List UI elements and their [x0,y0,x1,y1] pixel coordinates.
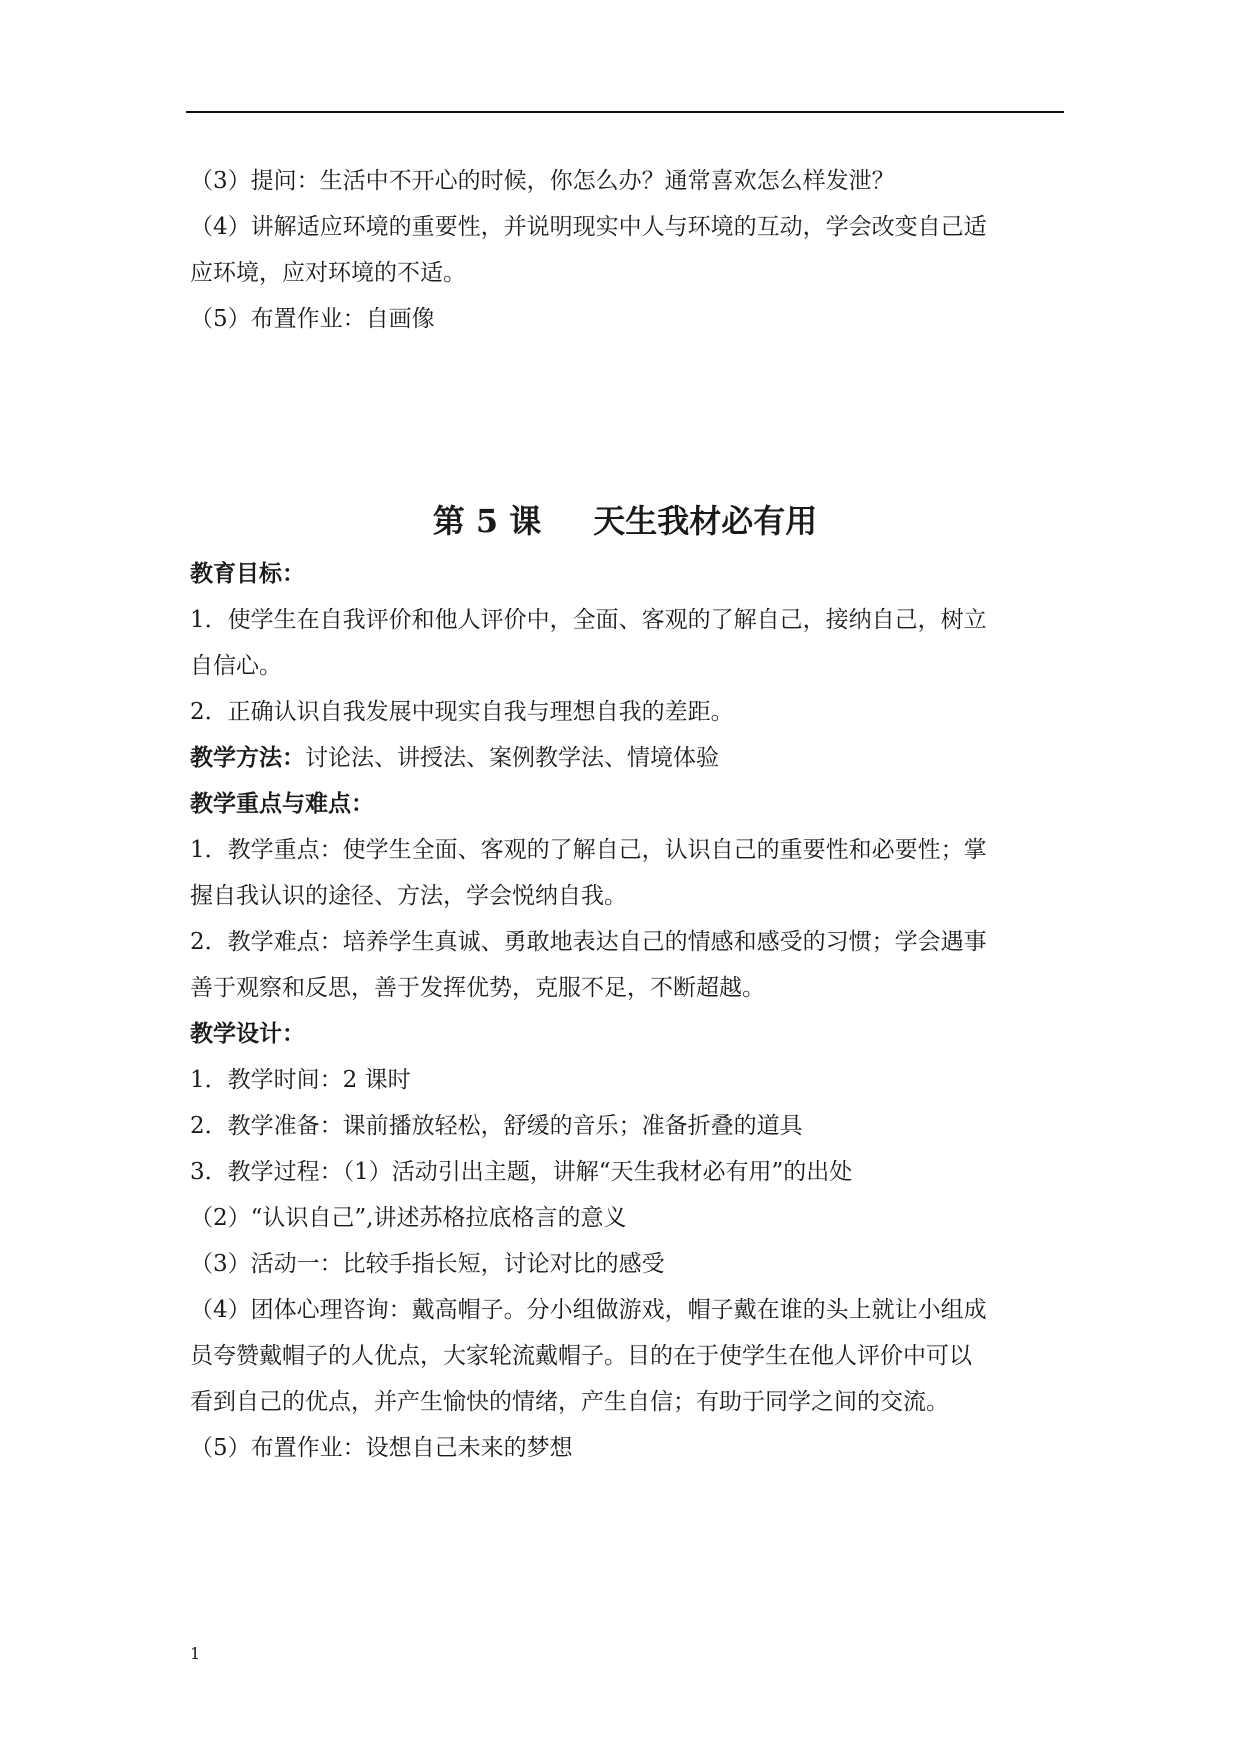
goal-line: 1．使学生在自我评价和他人评价中，全面、客观的了解自己，接纳自己，树立 [190,607,987,633]
design-line: 3．教学过程：（1）活动引出主题，讲解“天生我材必有用”的出处 [190,1159,853,1185]
methods-section [190,735,1060,781]
methods-heading: 教学方法： [190,744,305,771]
design-line: 1．教学时间：2 课时 [190,1067,411,1093]
design-line: （5）布置作业：设想自己未来的梦想 [190,1435,573,1461]
document-body [190,158,1060,1471]
key-points-heading: 教学重点与难点： [190,790,374,817]
design-line: （4）团体心理咨询：戴高帽子。分小组做游戏，帽子戴在谁的头上就让小组成 [190,1297,987,1323]
lesson-name: 天生我材必有用 [593,502,818,540]
key-point-line: 善于观察和反思，善于发挥优势，克服不足，不断超越。 [190,975,765,1001]
goal-line: 2．正确认识自我发展中现实自我与理想自我的差距。 [190,699,734,725]
lesson-title [190,491,1060,551]
intro-line: 应环境，应对环境的不适。 [190,260,466,286]
goal-line: 自信心。 [190,653,282,679]
design-line: （3）活动一：比较手指长短，讨论对比的感受 [190,1251,665,1277]
key-points-section [190,781,1060,1011]
design-section [190,1011,1060,1471]
goals-section [190,551,1060,735]
intro-line: （4）讲解适应环境的重要性，并说明现实中人与环境的互动，学会改变自己适 [190,214,987,240]
key-point-line: 握自我认识的途径、方法，学会悦纳自我。 [190,883,627,909]
key-point-line: 2．教学难点：培养学生真诚、勇敢地表达自己的情感和感受的习惯；学会遇事 [190,929,987,955]
design-heading: 教学设计： [190,1020,305,1047]
goals-heading: 教育目标： [190,560,305,587]
header-rule [186,111,1064,113]
design-line: （2）“认识自己”,讲述苏格拉底格言的意义 [190,1205,627,1231]
intro-line: （5）布置作业：自画像 [190,306,435,332]
design-line: 员夸赞戴帽子的人优点，大家轮流戴帽子。目的在于使学生在他人评价中可以 [190,1343,972,1369]
intro-section [190,158,1060,342]
methods-text: 讨论法、讲授法、案例教学法、情境体验 [305,745,719,771]
key-point-line: 1．教学重点：使学生全面、客观的了解自己，认识自己的重要性和必要性；掌 [190,837,987,863]
intro-line: （3）提问：生活中不开心的时候，你怎么办？通常喜欢怎么样发泄？ [190,168,895,194]
page-number: 1 [190,1644,201,1663]
lesson-number: 第 5 课 [432,502,542,540]
design-line: 2．教学准备：课前播放轻松，舒缓的音乐；准备折叠的道具 [190,1113,803,1139]
design-line: 看到自己的优点，并产生愉快的情绪，产生自信；有助于同学之间的交流。 [190,1389,949,1415]
